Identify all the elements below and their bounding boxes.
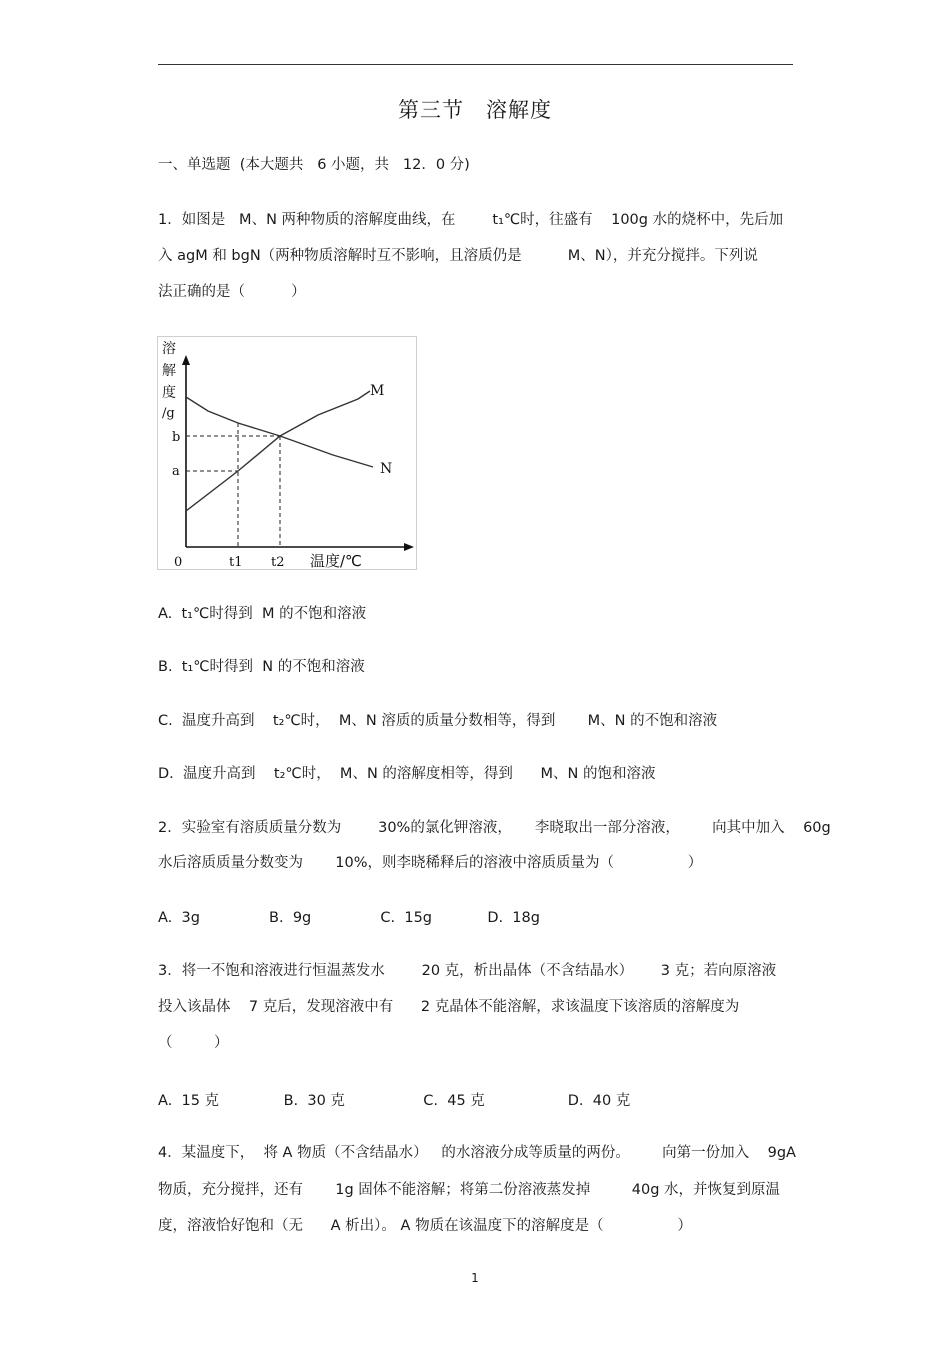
- y-label-unit: /g: [162, 406, 175, 421]
- question-4-line-1: 4．某温度下， 将 A 物质（不含结晶水） 的水溶液分成等质量的两份。 向第一份加入 9gA: [158, 1145, 796, 1161]
- question-1-line-2: 入 agM 和 bgN（两种物质溶解时互不影响，且溶质仍是 M、N），并充分搅拌。下列说: [158, 248, 758, 264]
- curve-m: [186, 391, 370, 511]
- x-axis-arrow: [404, 543, 414, 551]
- y-label-char-2: 解: [162, 363, 176, 379]
- question-3-line-3: （ ）: [158, 1035, 229, 1051]
- x-tick-t2: t2: [271, 555, 285, 569]
- question-1-option-a: A. t₁℃时得到 M 的不饱和溶液: [158, 606, 367, 622]
- x-tick-t1: t1: [229, 555, 243, 569]
- curve-n-label: N: [380, 461, 393, 477]
- curve-m-label: M: [370, 383, 385, 399]
- question-4-line-3: 度，溶液恰好饱和（无 A 析出）。 A 物质在该温度下的溶解度是（ ）: [158, 1218, 692, 1234]
- question-1-option-b: B. t₁℃时得到 N 的不饱和溶液: [158, 659, 365, 675]
- solubility-graph: [158, 337, 416, 569]
- solubility-curve-figure: [157, 336, 417, 570]
- y-axis-arrow: [182, 355, 190, 365]
- question-3-line-1: 3．将一不饱和溶液进行恒温蒸发水 20 克，析出晶体（不含结晶水） 3 克；若向原溶液: [158, 963, 777, 979]
- y-tick-b: b: [172, 430, 181, 445]
- question-3-options: A. 15 克 B. 30 克 C. 45 克 D. 40 克: [158, 1093, 631, 1109]
- question-2-line-1: 2．实验室有溶质质量分数为 30%的氯化钾溶液， 李晓取出一部分溶液， 向其中加入 60g: [158, 820, 831, 836]
- page-title: 第三节 溶解度: [398, 98, 552, 122]
- question-2-line-2: 水后溶质质量分数变为 10%，则李晓稀释后的溶液中溶质质量为（ ）: [158, 855, 703, 871]
- y-label-char-1: 溶: [162, 341, 176, 357]
- header-rule: [158, 64, 793, 65]
- section-heading: 一、单选题 (本大题共 6 小题，共 12．0 分): [158, 157, 470, 173]
- question-3-line-2: 投入该晶体 7 克后，发现溶液中有 2 克晶体不能溶解，求该温度下该溶质的溶解度为: [158, 999, 740, 1015]
- question-1-line-1: 1．如图是 M、N 两种物质的溶解度曲线，在 t₁℃时，往盛有 100g 水的烧杯中，先后加: [158, 212, 784, 228]
- question-1-option-d: D. 温度升高到 t₂℃时， M、N 的溶解度相等，得到 M、N 的饱和溶液: [158, 766, 656, 782]
- y-label-char-3: 度: [162, 385, 176, 401]
- origin-label: 0: [174, 555, 183, 569]
- question-2-options: A. 3g B. 9g C. 15g D. 18g: [158, 910, 540, 926]
- question-4-line-2: 物质，充分搅拌，还有 1g 固体不能溶解；将第二份溶液蒸发掉 40g 水，并恢复到原温: [158, 1182, 781, 1198]
- page-number: 1: [471, 1271, 479, 1285]
- question-1-option-c: C. 温度升高到 t₂℃时， M、N 溶质的质量分数相等，得到 M、N 的不饱和溶液: [158, 713, 718, 729]
- curve-n: [186, 397, 373, 467]
- question-1-line-3: 法正确的是（ ）: [158, 284, 306, 300]
- y-tick-a: a: [172, 464, 180, 479]
- x-axis-label: 温度/℃: [310, 552, 362, 569]
